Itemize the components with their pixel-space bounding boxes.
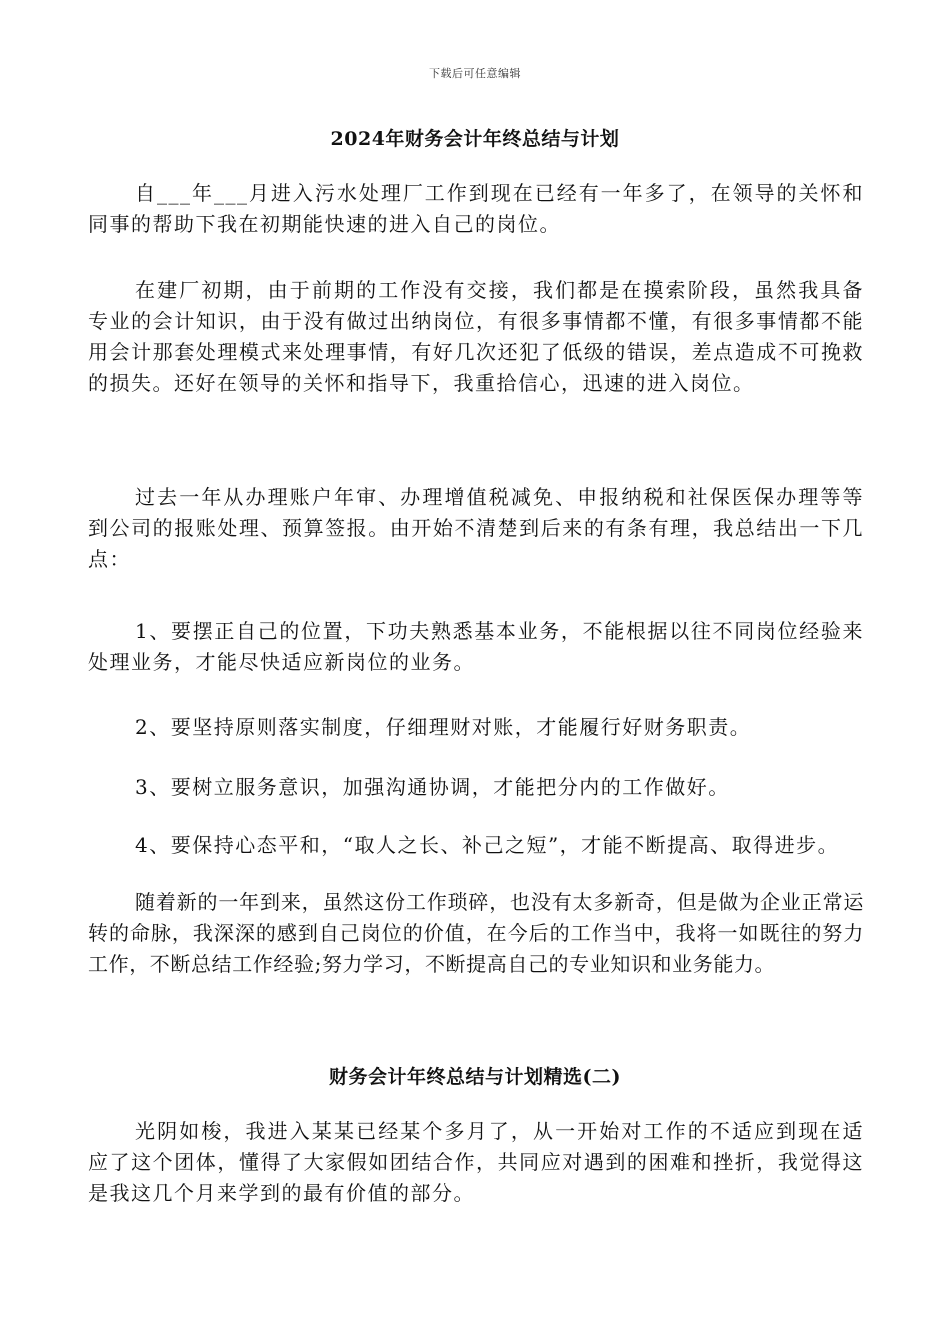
list-item: 3、要树立服务意识，加强沟通协调，才能把分内的工作做好。 [135,775,730,799]
document-title: 2024年财务会计年终总结与计划 [330,128,620,150]
list-item: 1、要摆正自己的位置，下功夫熟悉基本业务，不能根据以往不同岗位经验来处理业务，才能尽快适应新岗位的业务。 [88,619,864,674]
paragraph: 自___年___月进入污水处理厂工作到现在已经有一年多了，在领导的关怀和同事的帮助下我在初期能快速的进入自己的岗位。 [88,181,864,236]
list-item: 2、要坚持原则落实制度，仔细理财对账，才能履行好财务职责。 [135,715,752,739]
paragraph: 过去一年从办理账户年审、办理增值税减免、申报纳税和社保医保办理等等到公司的报账处理、预算签报。由开始不清楚到后来的有条有理，我总结出一下几点： [88,485,864,571]
paragraph: 在建厂初期，由于前期的工作没有交接，我们都是在摸索阶段，虽然我具备专业的会计知识，由于没有做过出纳岗位，有很多事情都不懂，有很多事情都不能用会计那套处理模式来处理事情，有好几次还犯了低级的错误，差点造成不可挽救的损失。还好在领导的关怀和指导下，我重拾信心，迅速的进入岗位。 [88,278,864,395]
paragraph: 随着新的一年到来，虽然这份工作琐碎，也没有太多新奇，但是做为企业正常运转的命脉，我深深的感到自己岗位的价值，在今后的工作当中，我将一如既往的努力工作，不断总结工作经验;努力学习，不断提高自己的专业知识和业务能力。 [88,890,864,976]
list-item: 4、要保持心态平和，“取人之长、补己之短”，才能不断提高、取得进步。 [135,833,840,857]
header-note: 下载后可任意编辑 [429,67,521,80]
section-subtitle: 财务会计年终总结与计划精选(二) [329,1066,621,1088]
paragraph: 光阴如梭，我进入某某已经某个多月了，从一开始对工作的不适应到现在适应了这个团体，懂得了大家假如团结合作，共同应对遇到的困难和挫折，我觉得这是我这几个月来学到的最有价值的部分。 [88,1119,864,1205]
